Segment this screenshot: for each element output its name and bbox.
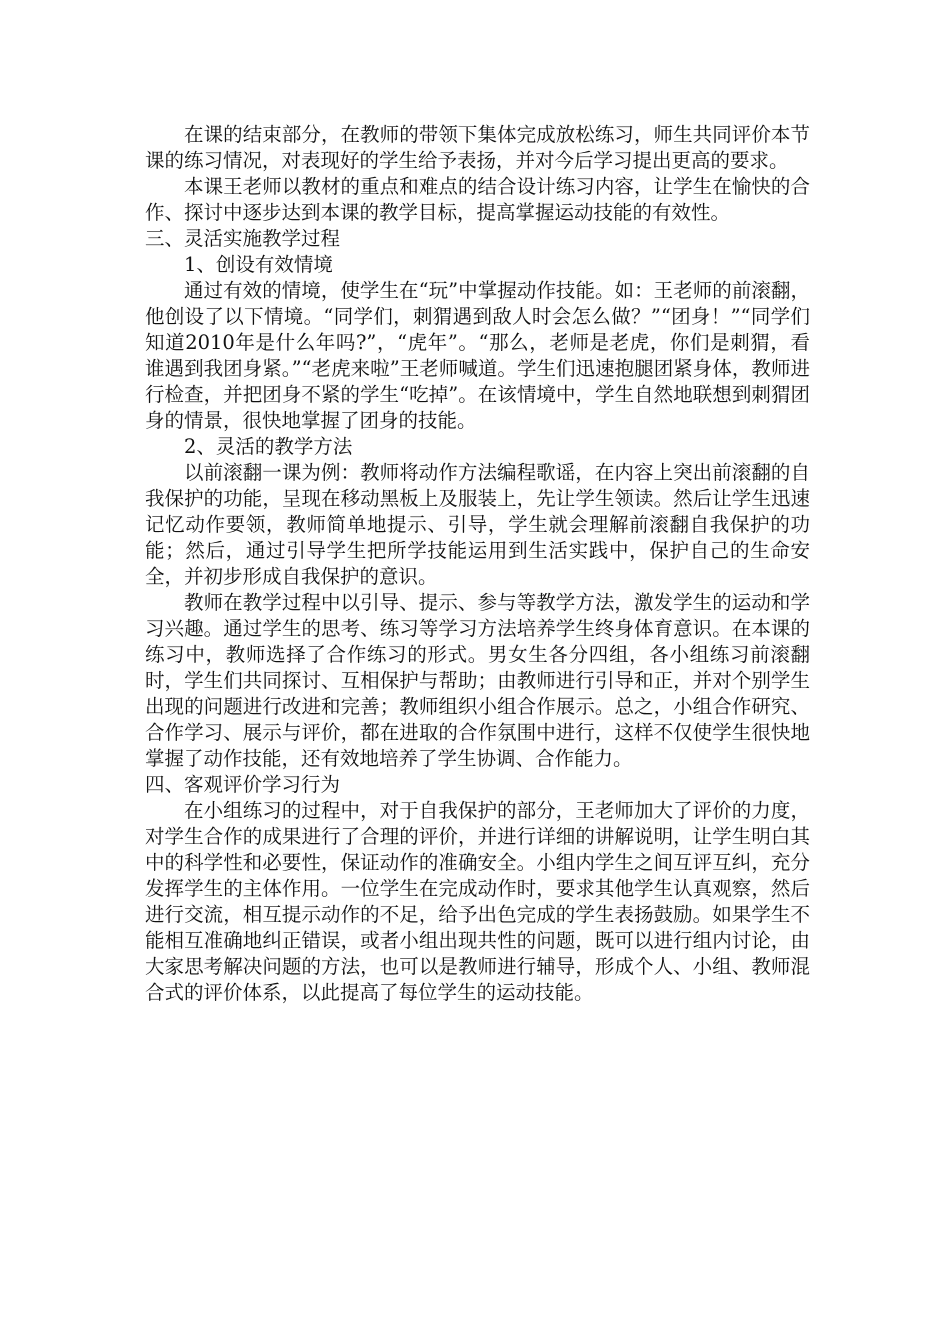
paragraph-lesson-design: 本课王老师以教材的重点和难点的结合设计练习内容，让学生在愉快的合作、探讨中逐步达到本课的教学目标，提高掌握运动技能的有效性。 — [145, 175, 810, 224]
paragraph-teaching-methods: 教师在教学过程中以引导、提示、参与等教学方法，激发学生的运动和学习兴趣。通过学生的思考、练习等学习方法培养学生终身体育意识。在本课的练习中，教师选择了合作练习的形式。男女生各分四组，各小组练习前滚翻时，学生们共同探讨、互相保护与帮助；由教师进行引导和正，并对个别学生出现的问题进行改进和完善；教师组织小组合作展示。总之，小组合作研究、合作学习、展示与评价，都在进取的合作氛围中进行，这样不仅使学生很快地掌握了动作技能，还有效地培养了学生协调、合作能力。 — [145, 591, 810, 770]
paragraph-closing-summary: 在课的结束部分，在教师的带领下集体完成放松练习，师生共同评价本节课的练习情况，对表现好的学生给予表扬，并对今后学习提出更高的要求。 — [145, 123, 810, 172]
paragraph-evaluation: 在小组练习的过程中，对于自我保护的部分，王老师加大了评价的力度，对学生合作的成果进行了合理的评价，并进行详细的讲解说明，让学生明白其中的科学性和必要性，保证动作的准确安全。小组内学生之间互评互纠，充分发挥学生的主体作用。一位学生在完成动作时，要求其他学生认真观察，然后进行交流，相互提示动作的不足，给予出色完成的学生表扬鼓励。如果学生不能相互准确地纠正错误，或者小组出现共性的问题，既可以进行组内讨论，由大家思考解决问题的方法，也可以是教师进行辅导，形成个人、小组、教师混合式的评价体系，以此提高了每位学生的运动技能。 — [145, 799, 810, 1004]
paragraph-method-example: 以前滚翻一课为例：教师将动作方法编程歌谣，在内容上突出前滚翻的自我保护的功能，呈现在移动黑板上及服装上，先让学生领读。然后让学生迅速记忆动作要领，教师简单地提示、引导，学生就会理解前滚翻自我保护的功能；然后，通过引导学生把所学技能运用到生活实践中，保护自己的生命安全，并初步形成自我保护的意识。 — [145, 461, 810, 588]
subheading-1: 1、创设有效情境 — [184, 253, 333, 276]
paragraph-scenario: 通过有效的情境，使学生在“玩”中掌握动作技能。如：王老师的前滚翻，他创设了以下情境。“同学们，刺猬遇到敌人时会怎么做？”“团身！”“同学们知道2010年是什么年吗?”，“虎年”。“那么，老师是老虎，你们是刺猬，看谁遇到我团身紧。”“老虎来啦”王老师喊道。学生们迅速抱腿团紧身体，教师进行检查，并把团身不紧的学生“吃掉”。在该情境中，学生自然地联想到刺猬团身的情景，很快地掌握了团身的技能。 — [145, 279, 810, 432]
document-body — [145, 122, 810, 1006]
subheading-2: 2、灵活的教学方法 — [184, 435, 353, 458]
section-heading-4: 四、客观评价学习行为 — [145, 773, 341, 796]
section-heading-3: 三、灵活实施教学过程 — [145, 227, 341, 250]
